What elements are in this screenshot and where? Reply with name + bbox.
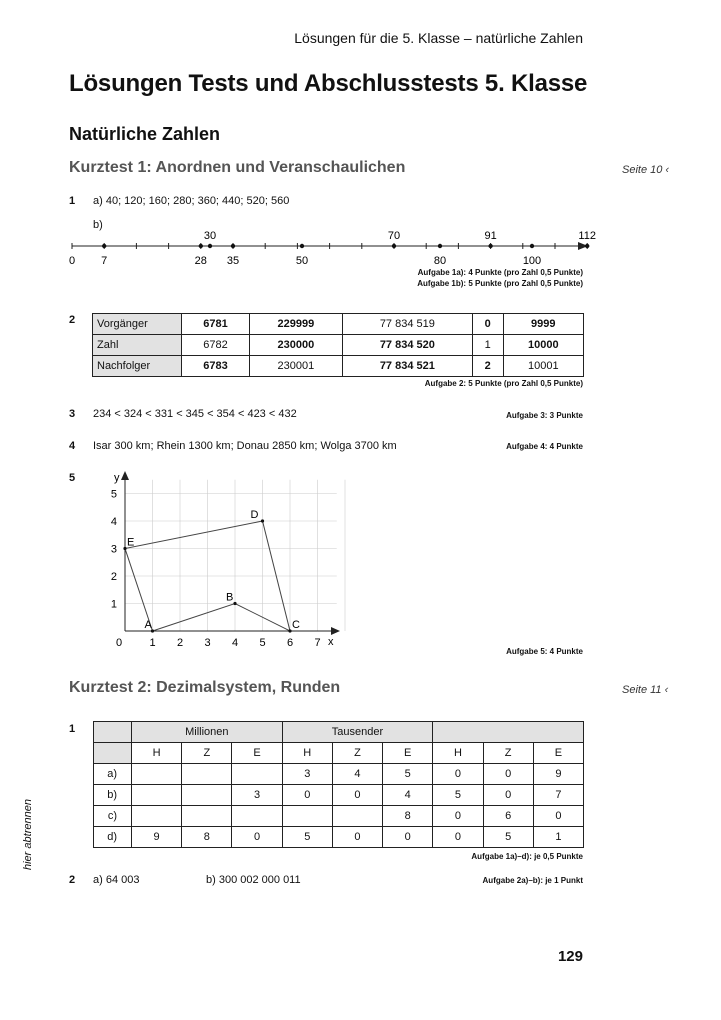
digit-cell: 5 <box>483 827 533 848</box>
task-3-number: 3 <box>69 408 76 420</box>
group-header-millionen: Millionen <box>132 722 283 743</box>
point-label: E <box>127 536 135 549</box>
digit-cell <box>232 806 282 827</box>
table-header-row <box>94 722 584 743</box>
row-label: a) <box>94 764 132 785</box>
digit-cell: 0 <box>232 827 282 848</box>
x-axis-label: x <box>328 636 334 648</box>
number-line-point <box>392 244 396 248</box>
points-1a: Aufgabe 1a): 4 Punkte (pro Zahl 0,5 Punkte) <box>417 268 583 277</box>
x-tick-label: 7 <box>314 637 321 649</box>
group-header-tausender: Tausender <box>282 722 433 743</box>
task-4-number: 4 <box>69 440 76 452</box>
point-label: C <box>292 619 300 631</box>
row-label: c) <box>94 806 132 827</box>
number-line-label-bottom: 100 <box>522 255 542 267</box>
page-title: Lösungen Tests und Abschlusstests 5. Klasse <box>69 70 588 97</box>
table-cell: 230001 <box>249 356 342 377</box>
number-line-point <box>102 244 106 248</box>
y-tick-label: 5 <box>110 488 117 501</box>
table-cell: 77 834 519 <box>342 314 472 335</box>
predecessor-table <box>92 313 584 377</box>
points-2: Aufgabe 2: 5 Punkte (pro Zahl 0,5 Punkte) <box>424 379 583 388</box>
number-line-label-top: 91 <box>484 230 497 242</box>
y-tick-label: 1 <box>110 598 117 611</box>
place-header: H <box>132 743 182 764</box>
number-line-label-top: 70 <box>387 230 401 242</box>
digit-cell: 0 <box>282 785 332 806</box>
task-1b-label: b) <box>93 219 103 231</box>
digit-cell: 5 <box>433 785 483 806</box>
place-value-table <box>93 721 584 848</box>
digit-cell: 0 <box>433 764 483 785</box>
place-header: E <box>232 743 282 764</box>
table-row <box>94 806 584 827</box>
place-header: H <box>282 743 332 764</box>
table-row <box>93 335 584 356</box>
number-line-point <box>438 244 442 248</box>
number-line-label-top: 112 <box>578 230 596 242</box>
place-header: Z <box>182 743 232 764</box>
number-line-label-bottom: 35 <box>226 255 240 267</box>
point-label: A <box>144 619 152 631</box>
table-cell: 9999 <box>503 314 583 335</box>
row-label: Nachfolger <box>93 356 182 377</box>
number-line <box>60 225 600 267</box>
x-tick-label: 6 <box>286 637 294 649</box>
points-kt2-2: Aufgabe 2a)–b): je 1 Punkt <box>482 876 583 885</box>
task-4-answer: Isar 300 km; Rhein 1300 km; Donau 2850 km; Wolga 3700 km <box>93 440 397 452</box>
digit-cell: 0 <box>433 827 483 848</box>
digit-cell <box>182 764 232 785</box>
digit-cell: 0 <box>483 785 533 806</box>
digit-cell: 0 <box>483 764 533 785</box>
x-tick-label: 2 <box>176 637 184 649</box>
y-tick-label: 4 <box>110 516 117 528</box>
x-tick-label: 0 <box>115 637 123 649</box>
digit-cell: 8 <box>182 827 232 848</box>
point-label: D <box>250 509 259 521</box>
points-kt2-1: Aufgabe 1a)–d): je 0,5 Punkte <box>471 852 583 861</box>
digit-cell: 0 <box>332 827 382 848</box>
task-1-number: 1 <box>69 195 76 207</box>
task-5-number: 5 <box>69 472 76 484</box>
number-line-point <box>488 244 492 248</box>
cut-here-label: hier abtrennen <box>22 799 34 870</box>
y-tick-label: 2 <box>110 571 117 583</box>
digit-cell <box>182 806 232 827</box>
point-label: B <box>226 591 234 604</box>
table-row <box>94 785 584 806</box>
digit-cell <box>332 806 382 827</box>
kurztest-1-title: Kurztest 1: Anordnen und Veranschaulichen <box>69 159 406 176</box>
x-tick-label: 1 <box>149 637 156 649</box>
table-cell: 2 <box>472 356 503 377</box>
table-cell: 6783 <box>182 356 250 377</box>
points-5: Aufgabe 5: 4 Punkte <box>506 647 583 656</box>
place-header: E <box>533 743 583 764</box>
table-row <box>94 764 584 785</box>
table-cell: 230000 <box>249 335 342 356</box>
x-tick-label: 4 <box>231 637 239 649</box>
digit-cell <box>132 785 182 806</box>
number-line-point <box>530 244 534 248</box>
table-row <box>93 356 584 377</box>
digit-cell: 7 <box>533 785 583 806</box>
table-cell: 6781 <box>182 314 250 335</box>
number-line-point <box>300 244 304 248</box>
number-line-label-bottom: 0 <box>68 255 76 267</box>
digit-cell <box>132 806 182 827</box>
row-label: Zahl <box>93 335 182 356</box>
point-d <box>261 519 264 522</box>
digit-cell <box>182 785 232 806</box>
digit-cell: 1 <box>533 827 583 848</box>
digit-cell: 4 <box>383 785 433 806</box>
task-1-number: 1 <box>69 723 76 735</box>
digit-cell: 0 <box>383 827 433 848</box>
y-axis-label: y <box>114 472 120 484</box>
number-line-point <box>199 244 203 248</box>
number-line-point <box>585 244 589 248</box>
task-2b-answer: b) 300 002 000 011 <box>206 874 301 886</box>
digit-cell: 0 <box>533 806 583 827</box>
table-cell: 6782 <box>182 335 250 356</box>
kurztest-1-page-ref: Seite 10 ‹ <box>622 164 670 176</box>
digit-cell: 5 <box>282 827 332 848</box>
x-tick-label: 5 <box>259 637 266 649</box>
digit-cell: 9 <box>533 764 583 785</box>
number-line-label-bottom: 28 <box>194 255 207 267</box>
points-1b: Aufgabe 1b): 5 Punkte (pro Zahl 0,5 Punkte) <box>417 279 583 288</box>
digit-cell: 3 <box>282 764 332 785</box>
place-header: E <box>383 743 433 764</box>
kurztest-2-page-ref: Seite 11 ‹ <box>622 684 669 696</box>
digit-cell: 0 <box>433 806 483 827</box>
table-row <box>93 314 584 335</box>
task-2-number: 2 <box>69 314 76 326</box>
table-header-row <box>94 743 584 764</box>
table-cell: 10000 <box>503 335 583 356</box>
running-header: Lösungen für die 5. Klasse – natürliche Zahlen <box>294 30 583 46</box>
number-line-label-top: 30 <box>203 230 217 242</box>
digit-cell: 6 <box>483 806 533 827</box>
number-line-label-bottom: 80 <box>433 255 447 267</box>
row-label: b) <box>94 785 132 806</box>
y-tick-label: 3 <box>110 543 117 556</box>
digit-cell: 4 <box>332 764 382 785</box>
digit-cell: 5 <box>383 764 433 785</box>
digit-cell: 0 <box>332 785 382 806</box>
digit-cell: 8 <box>383 806 433 827</box>
kurztest-2-title: Kurztest 2: Dezimalsystem, Runden <box>69 679 341 696</box>
points-4: Aufgabe 4: 4 Punkte <box>506 442 583 451</box>
digit-cell <box>282 806 332 827</box>
number-line-point <box>208 244 212 248</box>
task-2-number: 2 <box>69 874 76 886</box>
task-3-answer: 234 < 324 < 331 < 345 < 354 < 423 < 432 <box>93 408 297 420</box>
digit-cell: 3 <box>232 785 282 806</box>
task-1a-answer: a) 40; 120; 160; 280; 360; 440; 520; 560 <box>93 195 290 207</box>
x-tick-label: 3 <box>204 637 211 649</box>
number-line-point <box>231 244 235 248</box>
place-header: H <box>433 743 483 764</box>
table-cell: 1 <box>472 335 503 356</box>
row-label: Vorgänger <box>93 314 182 335</box>
table-cell: 0 <box>472 314 503 335</box>
digit-cell <box>232 764 282 785</box>
number-line-label-bottom: 50 <box>295 255 309 267</box>
point-b <box>233 602 236 605</box>
section-title: Natürliche Zahlen <box>69 124 221 144</box>
table-row <box>94 827 584 848</box>
number-line-label-bottom: 7 <box>101 255 108 267</box>
digit-cell <box>132 764 182 785</box>
table-cell: 229999 <box>249 314 342 335</box>
row-label: d) <box>94 827 132 848</box>
points-3: Aufgabe 3: 3 Punkte <box>506 411 583 420</box>
digit-cell: 9 <box>132 827 182 848</box>
page-number: 129 <box>557 948 583 965</box>
table-cell: 77 834 520 <box>342 335 472 356</box>
table-cell: 77 834 521 <box>342 356 472 377</box>
task-2a-answer: a) 64 003 <box>93 874 140 886</box>
coordinate-system <box>100 465 350 655</box>
place-header: Z <box>483 743 533 764</box>
table-cell: 10001 <box>503 356 583 377</box>
place-header: Z <box>332 743 382 764</box>
